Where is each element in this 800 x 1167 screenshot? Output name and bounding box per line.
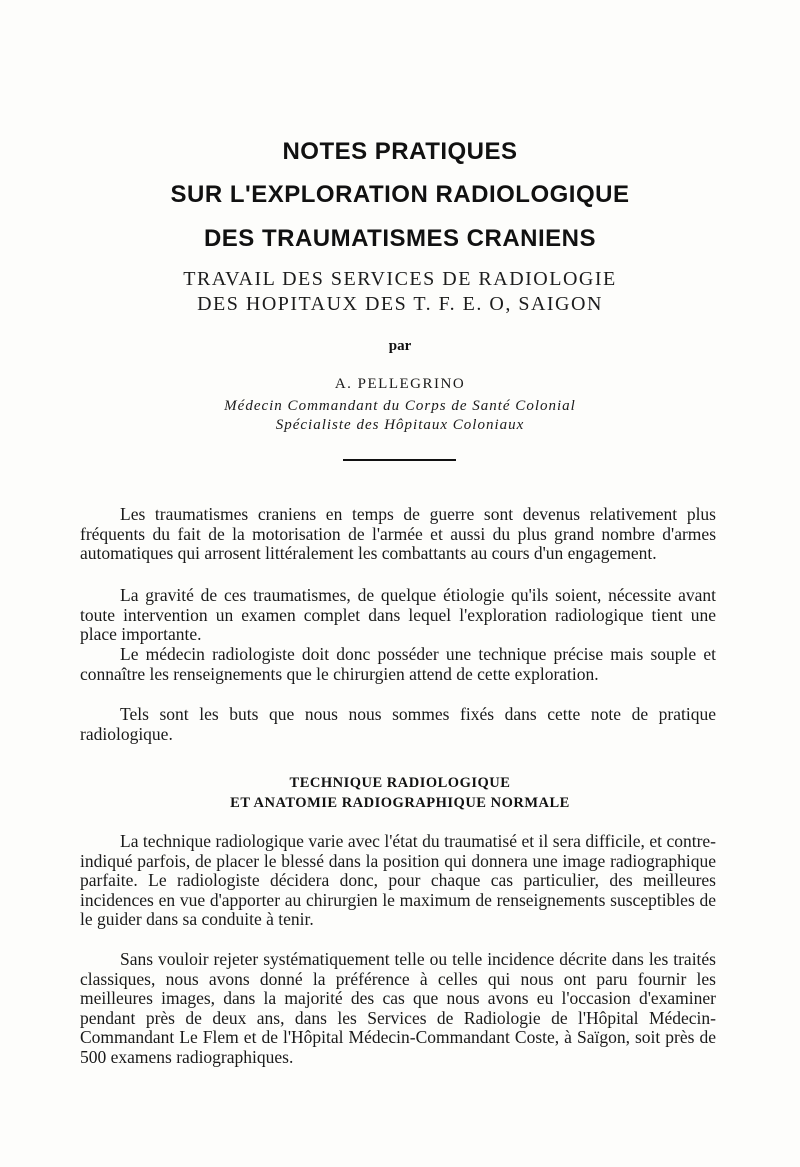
- intro-paragraph-2: La gravité de ces traumatismes, de quelque étiologie qu'ils soient, nécessite avant toute intervention un examen complet dans lequel l'exploration radiologique tient une place importante.: [80, 585, 716, 644]
- subtitle-line-2: DES HOPITAUX DES T. F. E. O, SAIGON: [197, 293, 603, 315]
- author-affiliation-line-2: Spécialiste des Hôpitaux Coloniaux: [275, 417, 525, 433]
- subtitle-line-1: TRAVAIL DES SERVICES DE RADIOLOGIE: [183, 268, 617, 290]
- title-line-1: NOTES PRATIQUES: [282, 138, 518, 165]
- author-affiliation-line-1: Médecin Commandant du Corps de Santé Colonial: [224, 398, 576, 414]
- title-line-3: DES TRAUMATISMES CRANIENS: [203, 225, 597, 252]
- section-paragraph-2: Sans vouloir rejeter systématiquement telle ou telle incidence décrite dans les traités classiques, nous avons donné la préférence à celles qui nous ont paru fournir les meilleures images, dans la majorité des cas que nous avons eu l'occasion d'examiner pendant près de deux ans, dans les Services de Radiologie de l'Hôpital Médecin-Commandant Le Flem et de l'Hôpital Médecin-Commandant Coste, à Saïgon, soit près de 500 examens radiographiques.: [80, 949, 716, 1067]
- section-heading-line-1: TECHNIQUE RADIOLOGIQUE: [289, 775, 511, 791]
- by-label: par: [388, 338, 412, 354]
- separator-rule: [343, 459, 456, 461]
- section-paragraph-1: La technique radiologique varie avec l'état du traumatisé et il sera difficile, et contre-indiqué parfois, de placer le blessé dans la position qui donnera une image radiographique parfaite. Le radiologiste décidera donc, pour chaque cas particulier, des meilleures incidences en vue d'apporter au chirurgien le maximum de renseignements susceptibles de le guider dans sa conduite à tenir.: [80, 831, 716, 929]
- intro-paragraph-3: Le médecin radiologiste doit donc posséder une technique précise mais souple et connaître les renseignements que le chirurgien attend de cette exploration.: [80, 644, 716, 684]
- intro-paragraph-4: Tels sont les buts que nous nous sommes fixés dans cette note de pratique radiologique.: [80, 704, 716, 744]
- section-heading-line-2: ET ANATOMIE RADIOGRAPHIQUE NORMALE: [230, 795, 570, 811]
- title-line-2: SUR L'EXPLORATION RADIOLOGIQUE: [170, 181, 630, 208]
- intro-paragraph-1: Les traumatismes craniens en temps de guerre sont devenus relativement plus fréquents du fait de la motorisation de l'armée et aussi du plus grand nombre d'armes automatiques qui arrosent littéralement les combattants au cours d'un engagement.: [80, 504, 716, 563]
- author-name: A. PELLEGRINO: [334, 376, 466, 392]
